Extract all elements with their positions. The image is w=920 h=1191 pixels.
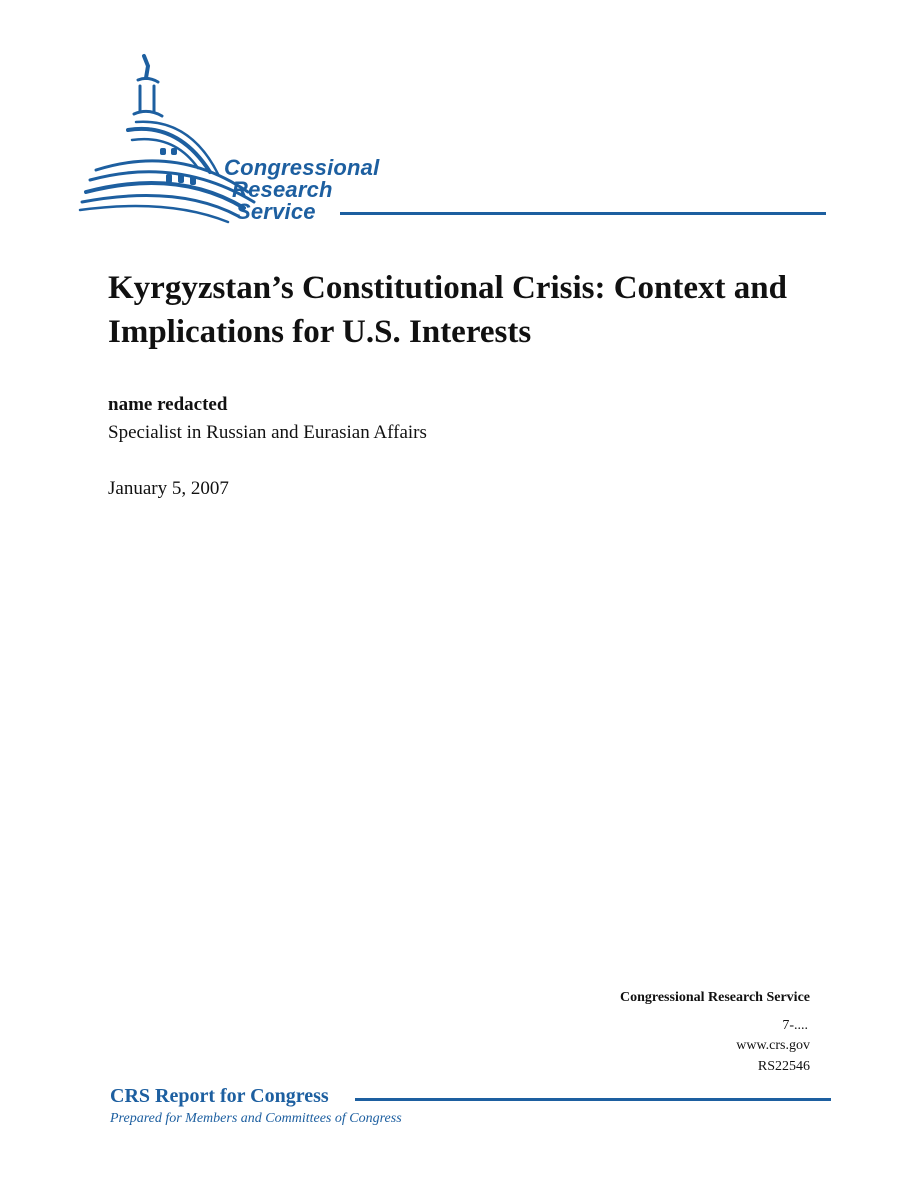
- document-title: Kyrgyzstan’s Constitutional Crisis: Context and Implications for U.S. Interests: [108, 270, 787, 350]
- publisher-name: Congressional Research Service: [619, 990, 810, 1005]
- logo-text-service: Service: [236, 199, 316, 224]
- footer-title: CRS Report for Congress: [110, 1085, 329, 1107]
- report-number: RS22546: [757, 1059, 810, 1074]
- report-date: January 5, 2007: [108, 478, 229, 499]
- logo-divider: [340, 212, 826, 215]
- logo-text-research: Research: [232, 177, 333, 202]
- footer-subtitle: Prepared for Members and Committees of Congress: [110, 1111, 402, 1126]
- author-role: Specialist in Russian and Eurasian Affairs: [108, 422, 427, 443]
- publisher-id: 7-....: [782, 1018, 808, 1033]
- logo-text-congressional: Congressional: [224, 155, 380, 180]
- publisher-url: www.crs.gov: [736, 1038, 810, 1053]
- author-name: name redacted: [108, 394, 228, 415]
- footer-divider: [355, 1098, 831, 1101]
